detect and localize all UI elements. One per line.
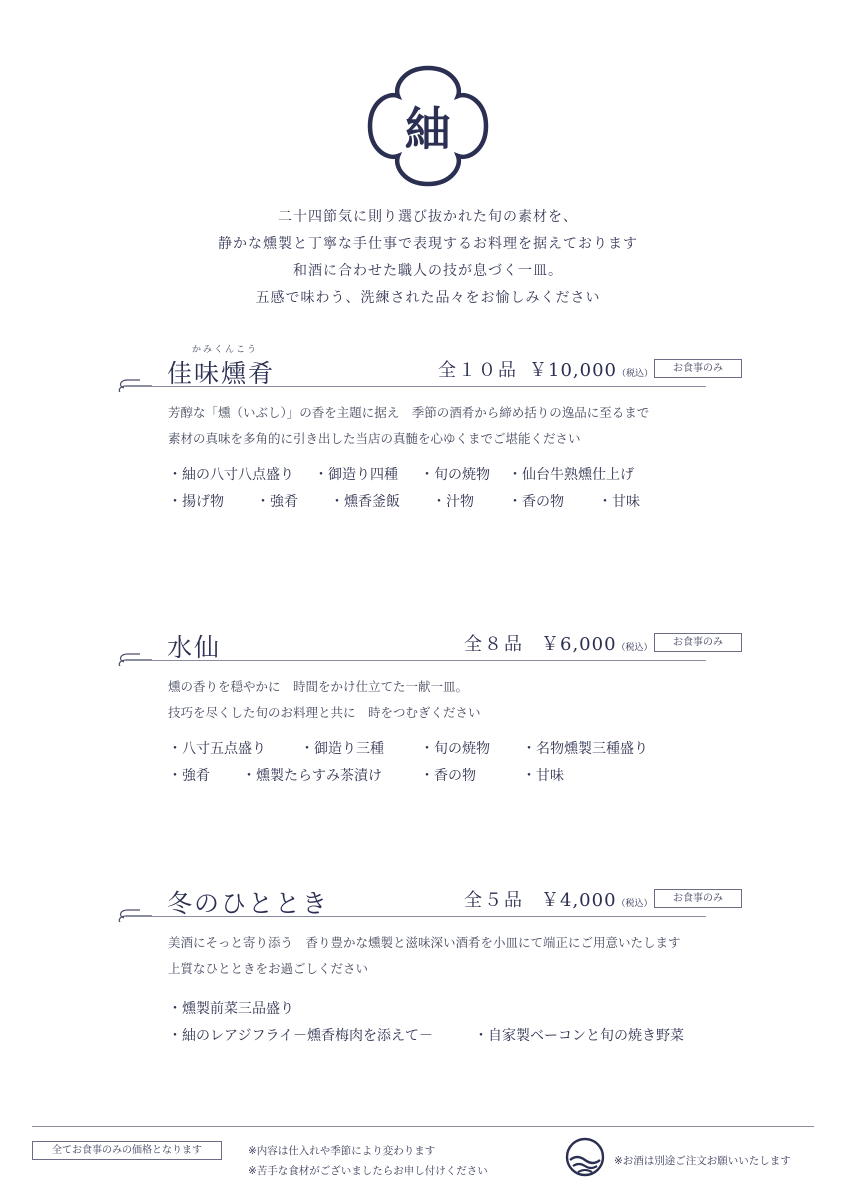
list-item: ・仙台牛熟燻仕上げ [508, 467, 634, 483]
list-item: ・甘味 [522, 768, 564, 784]
course-header [112, 882, 752, 926]
list-item: ・強肴 [168, 768, 210, 784]
course-fuyu-no-hitotoki [112, 882, 752, 1044]
intro-line: 五感で味わう、洗練された品々をお愉しみください [255, 290, 601, 306]
course-item-count: 全５品 [464, 890, 524, 911]
logo-emblem [362, 60, 494, 192]
list-item: ・八寸五点盛り [168, 741, 266, 757]
list-item: ・香の物 [508, 494, 564, 510]
course-item-count: 全８品 [464, 634, 524, 655]
logo-character: 紬 [405, 102, 451, 156]
intro-text [0, 204, 856, 312]
list-item: ・紬のレアジフライ－燻香梅肉を添えて－ [168, 1028, 434, 1044]
list-item: ・強肴 [256, 494, 298, 510]
course-suisen [112, 626, 752, 784]
course-item-count: 全１０品 [438, 360, 518, 381]
intro-line: 二十四節気に則り選び抜かれた旬の素材を、 [278, 209, 578, 225]
intro-line: 静かな燻製と丁寧な手仕事で表現するお料理を据えております [218, 236, 638, 252]
list-item: ・名物燻製三種盛り [522, 741, 648, 757]
course-title-ruby: かみくんこう [192, 345, 259, 355]
swirl-ornament-icon [112, 896, 158, 922]
course-price: ￥6,000（税込） [541, 634, 653, 655]
list-item: ・甘味 [598, 494, 640, 510]
intro-line: 和酒に合わせた職人の技が息づく一皿。 [293, 263, 563, 279]
list-item: ・香の物 [420, 768, 476, 784]
list-item: ・燻香釜飯 [330, 494, 400, 510]
wave-circle-logo-icon [564, 1136, 606, 1178]
meal-only-tag: お食事のみ [654, 633, 742, 652]
footer-note: ※苦手な食材がございましたらお申し付けください [248, 1165, 488, 1177]
footer-note: ※内容は仕入れや季節により変わります [248, 1145, 436, 1157]
meal-only-tag: お食事のみ [654, 359, 742, 378]
course-header [112, 345, 752, 396]
list-item: ・御造り三種 [300, 741, 384, 757]
list-item: ・紬の八寸八点盛り [168, 467, 294, 483]
course-description: 美酒にそっと寄り添う 香り豊かな燻製と滋味深い酒肴を小皿にて端正にご用意いたします 上質なひとときをお過ごしください [168, 935, 681, 976]
list-item: ・燻製前菜三品盛り [168, 1001, 294, 1017]
course-title: 水仙 [167, 633, 222, 662]
price-note-tag: 全てお食事のみの価格となります [32, 1141, 222, 1160]
course-price: ￥4,000（税込） [541, 890, 653, 911]
course-title: 佳味燻肴 [167, 359, 276, 388]
swirl-ornament-icon [112, 366, 158, 392]
course-description: 燻の香りを穏やかに 時間をかけ仕立てた一献一皿。 技巧を尽くした旬のお料理と共に 時をつむぎください [168, 679, 481, 720]
footer-divider [32, 1126, 814, 1127]
list-item: ・燻製たらすみ茶漬け [242, 768, 382, 784]
swirl-ornament-icon [112, 640, 158, 666]
meal-only-tag: お食事のみ [654, 889, 742, 908]
course-kamikunkou [112, 345, 752, 510]
sake-order-note: ※お酒は別途ご注文お願いいたします [614, 1155, 791, 1167]
list-item: ・揚げ物 [168, 494, 224, 510]
course-title: 冬のひととき [167, 889, 330, 918]
list-item: ・自家製ベーコンと旬の焼き野菜 [474, 1028, 684, 1044]
course-description: 芳醇な「燻（いぶし）」の香を主題に据え 季節の酒肴から締め括りの逸品に至るまで 素材の真味を多角的に引き出した当店の真髄を心ゆくまでご堪能ください [168, 405, 650, 446]
list-item: ・汁物 [432, 494, 474, 510]
course-price: ￥10,000（税込） [529, 360, 653, 381]
list-item: ・旬の焼物 [420, 467, 490, 483]
course-header [112, 626, 752, 670]
list-item: ・御造り四種 [314, 467, 398, 483]
list-item: ・旬の焼物 [420, 741, 490, 757]
